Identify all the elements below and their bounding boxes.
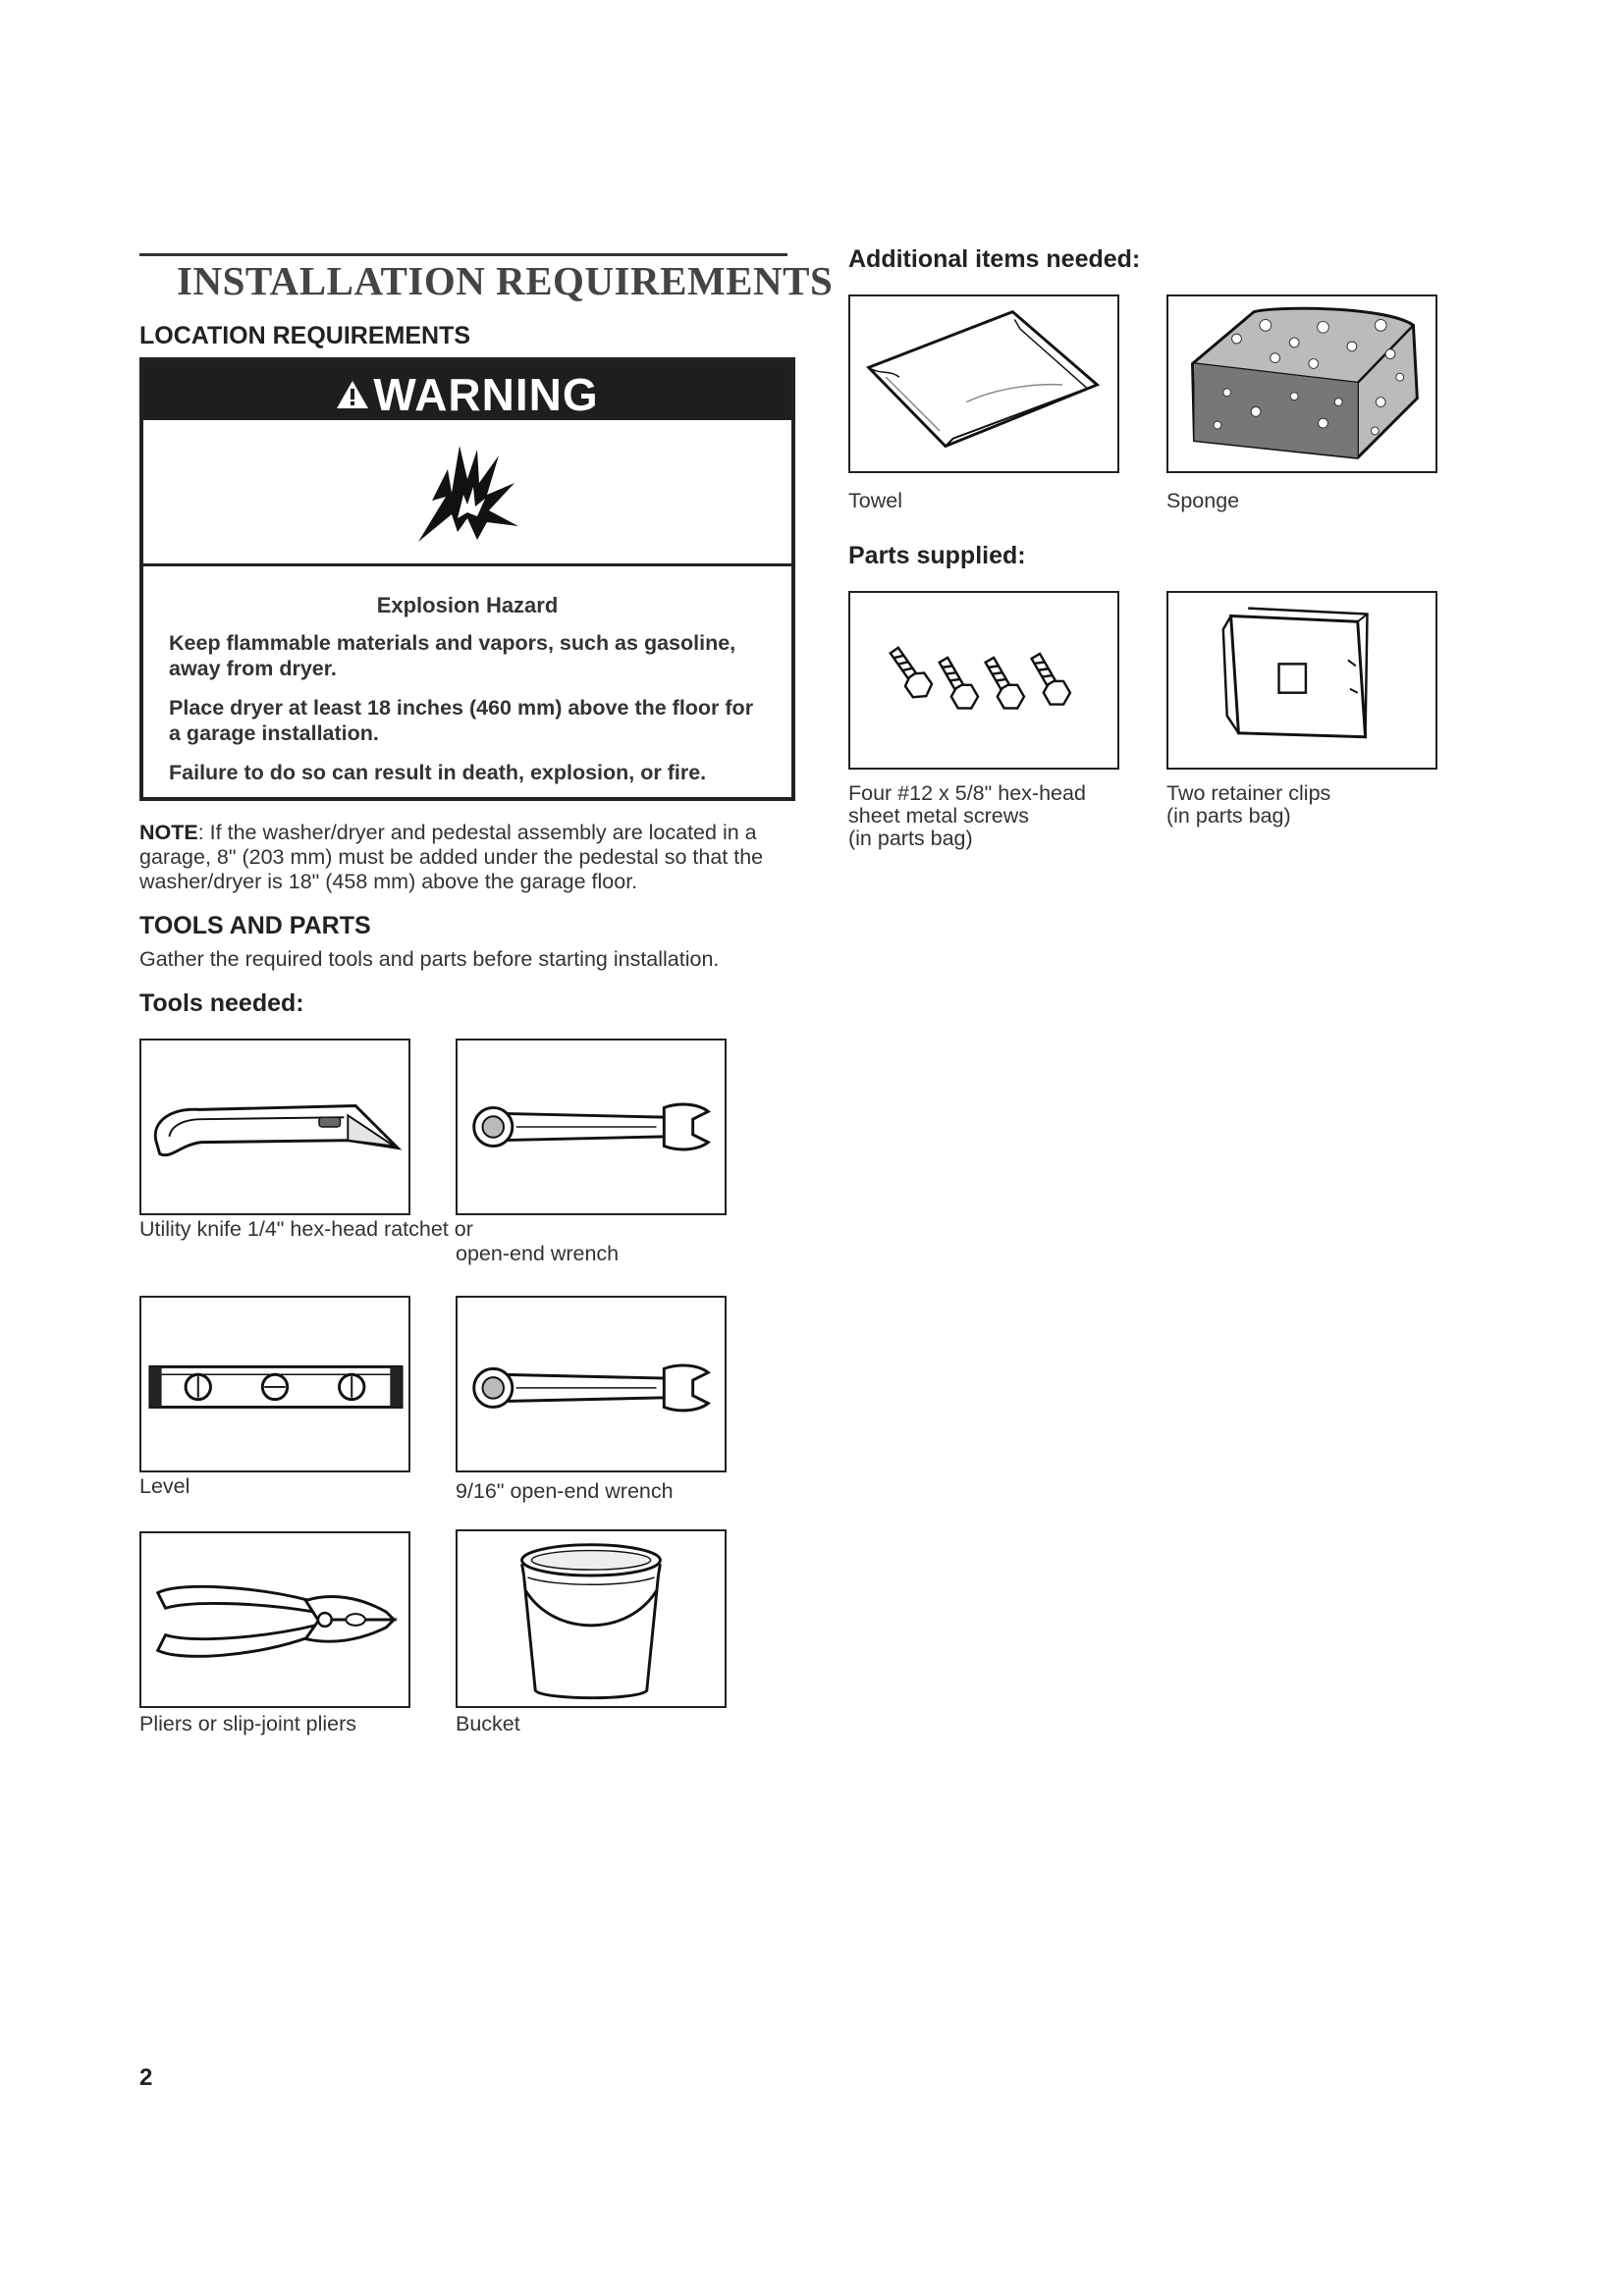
- warning-line-failure: Failure to do so can result in death, explosion, or fire.: [169, 761, 707, 784]
- location-requirements-heading: LOCATION REQUIREMENTS: [139, 322, 471, 349]
- warning-header-text: WARNING: [373, 368, 599, 420]
- pliers-caption: Pliers or slip-joint pliers: [139, 1712, 357, 1735]
- retainer-clip-icon: [1168, 593, 1435, 768]
- bucket-figure: [456, 1529, 727, 1708]
- towel-figure: [848, 294, 1119, 473]
- sponge-icon: [1168, 296, 1435, 471]
- tools-needed-heading: Tools needed:: [139, 989, 304, 1017]
- retainer-clips-figure: [1166, 591, 1437, 770]
- hazard-title: Explosion Hazard: [376, 593, 559, 617]
- screws-caption-line2: sheet metal screws: [848, 804, 1030, 828]
- wrench-caption: 9/16" open-end wrench: [456, 1479, 674, 1503]
- ratchet-figure: [456, 1039, 727, 1215]
- bucket-icon: [458, 1531, 725, 1706]
- open-end-wrench-icon: [458, 1298, 725, 1470]
- note-paragraph: [139, 821, 787, 894]
- ratchet-wrench-icon: [458, 1041, 725, 1213]
- screws-figure: [848, 591, 1119, 770]
- parts-supplied-heading: Parts supplied:: [848, 542, 1026, 569]
- warning-line-flammable: Keep flammable materials and vapors, such as gasoline, away from dryer.: [169, 631, 736, 680]
- tools-parts-intro: Gather the required tools and parts before starting installation.: [139, 947, 720, 971]
- level-caption: Level: [139, 1474, 190, 1498]
- pliers-icon: [141, 1533, 408, 1706]
- bucket-caption: Bucket: [456, 1712, 520, 1735]
- clips-caption-line1: Two retainer clips: [1166, 781, 1331, 805]
- utility-knife-icon: [141, 1041, 408, 1213]
- additional-items-heading: Additional items needed:: [848, 245, 1141, 273]
- utility-knife-figure: [139, 1039, 410, 1215]
- warning-line-garage: Place dryer at least 18 inches (460 mm) above the floor for a garage installation.: [169, 696, 754, 745]
- pliers-figure: [139, 1531, 410, 1708]
- towel-caption: Towel: [848, 489, 902, 512]
- wrench-figure: [456, 1296, 727, 1472]
- clips-caption-line2: (in parts bag): [1166, 804, 1291, 828]
- clips-caption: [1166, 782, 1330, 828]
- warning-triangle-icon: [336, 365, 369, 424]
- note-label: NOTE: [139, 821, 198, 844]
- warning-box: [139, 357, 795, 801]
- warning-symbol-area: [143, 420, 791, 566]
- screws-caption-line3: (in parts bag): [848, 827, 973, 850]
- page-title: INSTALLATION REQUIREMENTS: [177, 258, 834, 303]
- level-figure: [139, 1296, 410, 1472]
- sponge-figure: [1166, 294, 1437, 473]
- explosion-icon: [408, 436, 526, 550]
- note-text: : If the washer/dryer and pedestal assembly are located in a garage, 8" (203 mm) must be added under the pedestal so that the washer/dryer is 18" (458 mm) above the garage floor.: [139, 821, 764, 893]
- utility-knife-caption: Utility knife 1/4" hex-head ratchet or: [139, 1217, 473, 1241]
- tools-parts-heading: TOOLS AND PARTS: [139, 912, 371, 939]
- page-number: 2: [139, 2064, 153, 2091]
- hex-screws-icon: [850, 593, 1117, 768]
- towel-icon: [850, 296, 1117, 471]
- screws-caption: [848, 782, 1086, 850]
- title-rule: [139, 253, 787, 256]
- sponge-caption: Sponge: [1166, 489, 1240, 512]
- warning-header: [143, 361, 791, 420]
- ratchet-caption: open-end wrench: [456, 1242, 620, 1265]
- screws-caption-line1: Four #12 x 5/8" hex-head: [848, 781, 1086, 805]
- level-icon: [141, 1298, 408, 1470]
